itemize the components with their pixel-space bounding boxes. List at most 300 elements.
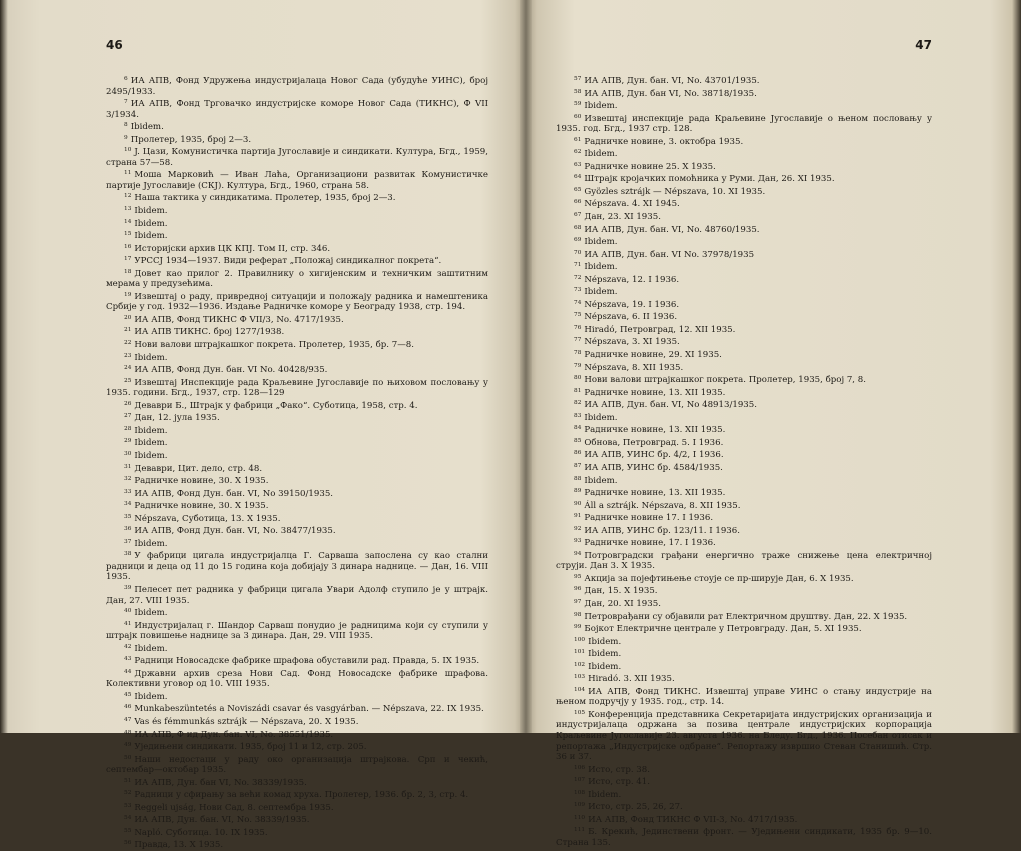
footnote-text: Népszava, 3. XI 1935. [584, 337, 680, 348]
footnote [106, 524, 488, 537]
footnote-number: 103 [574, 674, 586, 681]
footnote-number: 64 [574, 174, 582, 181]
right-page [556, 40, 932, 848]
footnote-text: Ibidem. [584, 237, 618, 248]
footnote [556, 610, 932, 623]
footnote-number: 78 [574, 350, 582, 357]
footnote [106, 728, 488, 741]
footnote-number: 20 [124, 314, 132, 321]
footnote-number: 45 [124, 691, 132, 698]
footnote-text: Ibidem. [584, 101, 618, 112]
footnote [556, 260, 932, 273]
footnote-number: 73 [574, 287, 582, 294]
footnote [106, 642, 488, 655]
footnote-text: Пролетер, 1935, број 2—3. [130, 134, 252, 145]
footnote-text: УРССЈ 1934—1937. Види реферат „Положај синдикалног покрета“. [134, 256, 442, 267]
footnote-text: Радничке новине 17. I 1936. [584, 513, 714, 524]
footnote-number: 84 [574, 425, 582, 432]
footnote [556, 423, 932, 436]
page-number: 46 [106, 38, 123, 52]
footnote [556, 185, 932, 198]
footnote [556, 160, 932, 173]
footnote [106, 145, 488, 168]
footnote-number: 51 [124, 777, 132, 784]
footnote-number: 74 [574, 299, 582, 306]
footnote-text: ИА АПВ, Фонд Удружења индустријалаца Новог Сада (убудуће УИНС), број 2495/1933. [106, 76, 488, 97]
footnote-text: Извештај о раду, привредној ситуацији и положају радника и намештеника Србије у год. 1932—1936. Издање Радничке коморе у Београду 1938, стр. 194. [106, 291, 488, 313]
footnote-text: У фабрици цигала индустријалца Г. Сарваша запослена су као стални радници и деца од 11 до 15 година која добијају 3 динара наднице. — Дан, 16. VIII 1935. [106, 551, 488, 583]
footnote-number: 29 [124, 438, 132, 445]
footnote-number: 35 [124, 513, 132, 520]
footnote-text: ИА АПВ, УИНС бр. 123/11. I 1936. [584, 525, 740, 536]
footnote [106, 74, 488, 97]
footnote [556, 323, 932, 336]
footnote-text: Ibidem. [134, 608, 168, 619]
footnote [556, 622, 932, 635]
footnote-number: 106 [574, 764, 586, 771]
footnote-text: Ibidem. [584, 262, 618, 273]
footnote-text: Радничке новине 25. X 1935. [584, 161, 716, 172]
footnote-text: Моша Марковић — Иван Лаћа, Организациони развитак Комунистичке партије Југославије (СКЈ). Култура, Бгд., 1960, страна 58. [106, 170, 488, 191]
left-page [106, 40, 488, 851]
footnote-text: Индустријалац г. Шандор Сарваш понудио је радницима који су ступили у штрајк повишење наднице за 3 динара. Дан, 29. VIII 1935. [106, 620, 488, 642]
footnote-number: 87 [574, 462, 582, 469]
footnote [106, 462, 488, 475]
footnote [106, 740, 488, 753]
footnote [106, 399, 488, 412]
footnote [106, 242, 488, 255]
footnote-text: Радници Новосадске фабрике шрафова обуставили рад. Правда, 5. IX 1935. [134, 656, 480, 667]
footnote [556, 800, 932, 813]
footnote [556, 647, 932, 660]
footnote [106, 702, 488, 715]
footnote-number: 23 [124, 352, 132, 359]
footnote-text: Нови валови штрајкашког покрета. Пролетер, 1935, број 7, 8. [584, 375, 866, 386]
footnote [106, 606, 488, 619]
footnote-number: 22 [124, 340, 132, 347]
footnote [556, 273, 932, 286]
footnote-number: 92 [574, 525, 582, 532]
footnote-number: 46 [124, 704, 132, 711]
footnote [106, 290, 488, 313]
footnote-number: 105 [574, 709, 586, 716]
footnote [106, 619, 488, 642]
footnote-number: 10 [124, 147, 132, 154]
footnote [106, 776, 488, 789]
footnote-number: 41 [124, 620, 132, 627]
footnote-number: 14 [124, 218, 132, 225]
footnote [556, 536, 932, 549]
footnote-number: 104 [574, 686, 586, 693]
footnote-number: 99 [574, 624, 582, 631]
footnote-text: Népszava, 6. II 1936. [584, 312, 678, 323]
footnote-number: 102 [574, 661, 586, 668]
footnote [556, 572, 932, 585]
footnote [556, 825, 932, 848]
footnote [556, 112, 932, 135]
footnote-text: Дан, 15. X 1935. [584, 586, 658, 597]
footnote [556, 511, 932, 524]
footnote [106, 254, 488, 267]
footnote [556, 660, 932, 673]
book-spine [520, 0, 532, 733]
footnote-number: 58 [574, 88, 582, 95]
footnote-text: Обнова, Петровград. 5. I 1936. [584, 437, 724, 448]
footnote [556, 549, 932, 572]
footnote [556, 474, 932, 487]
footnote [106, 654, 488, 667]
footnote-number: 67 [574, 212, 582, 219]
footnote-number: 95 [574, 573, 582, 580]
footnote-number: 107 [574, 777, 586, 784]
footnote [556, 597, 932, 610]
footnote-number: 82 [574, 400, 582, 407]
footnote-number: 24 [124, 365, 132, 372]
footnote [106, 499, 488, 512]
footnote-text: ИА АПВ, Фонд Трговачко индустријске коморе Новог Сада (ТИКНС), Ф VII 3/1934. [106, 99, 488, 120]
footnote-text: ИА АПВ, Фонд Дун. бан. VI, No. 38477/1935. [134, 526, 336, 537]
footnote-text: Ibidem. [584, 287, 618, 298]
footnote-number: 18 [124, 268, 132, 275]
footnote-text: Наши недостаци у раду око организација штрајкова. Срп и чекић, септембар—октобар 1935. [106, 754, 488, 776]
footnote-number: 85 [574, 437, 582, 444]
footnote-number: 96 [574, 586, 582, 593]
footnote-text: Државни архив среза Нови Сад. Фонд Новосадске фабрике шрафова. Колективни уговор од 10. VIII 1935. [106, 668, 488, 690]
footnote-number: 42 [124, 643, 132, 650]
footnote [106, 338, 488, 351]
footnote-text: ИА АПВ, Фонд ТИКНС Ф VII/3, No. 4717/1935. [134, 314, 344, 325]
footnote-number: 90 [574, 500, 582, 507]
footnote [556, 813, 932, 826]
footnote-number: 79 [574, 362, 582, 369]
footnote-text: Радничке новине, 29. XI 1935. [584, 350, 722, 361]
footnote [556, 635, 932, 648]
footnote-number: 8 [124, 122, 128, 129]
footnote [556, 235, 932, 248]
footnote-text: ИА АПВ, Ф ид Дун. бан. VI, No. 38551/1935. [134, 729, 334, 740]
footnote [106, 229, 488, 242]
footnote [556, 411, 932, 424]
footnote [106, 351, 488, 364]
footnote [556, 763, 932, 776]
footnote-number: 19 [124, 291, 132, 298]
footnote [556, 298, 932, 311]
footnote-text: Ibidem. [134, 643, 168, 654]
footnote-text: Конференција представника Секретаријата индустријских организација и индустријалаца одржана за позива централе индустријских корпорација Краљевине Југославије 23. августа 1936. на Бледу. Бгд., 1936. Посебан отисак и репортажа „Индустријске одбране“. Репортажу извршио Стеван Станишић. Стр. 36 и 37. [556, 709, 932, 763]
footnote-text: Правда, 13. X 1935. [134, 840, 224, 851]
footnote-number: 54 [124, 815, 132, 822]
footnote [106, 753, 488, 776]
footnote-number: 21 [124, 327, 132, 334]
footnote-text: Б. Крекић, Јединствени фронт. — Уједињени синдикати, 1935 бр. 9—10. Страна 135. [556, 827, 932, 848]
footnote-number: 11 [124, 170, 132, 177]
footnote-text: Радничке новине, 30. X 1935. [134, 501, 269, 512]
footnote-text: Штрајк кројачких помоћника у Руми. Дан, 26. XI 1935. [584, 174, 835, 185]
footnote [106, 715, 488, 728]
footnote-number: 75 [574, 312, 582, 319]
footnote [556, 361, 932, 374]
footnote-number: 44 [124, 668, 132, 675]
footnote-number: 94 [574, 550, 582, 557]
footnote [556, 210, 932, 223]
footnote-number: 72 [574, 274, 582, 281]
footnote [106, 217, 488, 230]
footnote [106, 449, 488, 462]
footnote-number: 108 [574, 789, 586, 796]
footnote [556, 775, 932, 788]
footnote-number: 13 [124, 206, 132, 213]
footnote-text: Ibidem. [134, 425, 168, 436]
footnote-text: Радници у сфирању за већи комад хруха. Пролетер, 1936. бр. 2, 3, стр. 4. [134, 790, 469, 801]
footnote-text: Петроврађани су објавили рат Електричном друштву. Дан, 22. X 1935. [584, 611, 908, 622]
footnote-text: ИА АПВ, УИНС бр. 4584/1935. [584, 462, 723, 473]
footnote-text: Наша тактика у синдикатима. Пролетер, 1935, број 2—3. [134, 193, 396, 204]
footnote-text: Vas és fémmunkás sztrájk — Népszava, 20. X 1935. [134, 716, 359, 727]
footnote [556, 223, 932, 236]
footnote-number: 33 [124, 488, 132, 495]
footnote-number: 98 [574, 611, 582, 618]
footnote-number: 71 [574, 262, 582, 269]
footnote-text: Бојкот Електричне централе у Петровграду. Дан, 5. XI 1935. [584, 624, 862, 635]
footnote [556, 708, 932, 763]
footnote [106, 133, 488, 146]
footnote [106, 120, 488, 133]
footnote-text: Népszava. 4. XI 1945. [584, 199, 680, 210]
footnote-number: 28 [124, 425, 132, 432]
footnote-text: Ibidem. [134, 450, 168, 461]
footnote-text: Ibidem. [134, 538, 168, 549]
footnote-number: 17 [124, 256, 132, 263]
footnote-number: 57 [574, 76, 582, 82]
footnote [556, 398, 932, 411]
footnote-text: Munkabeszüntetés a Noviszádi csavar és vasgyárban. — Népszava, 22. IX 1935. [134, 704, 484, 715]
footnote-text: Népszava, 19. I 1936. [584, 299, 680, 310]
footnote [556, 172, 932, 185]
footnote-text: Ibidem. [134, 691, 168, 702]
footnote-number: 9 [124, 134, 128, 141]
footnote [556, 584, 932, 597]
footnote [106, 690, 488, 703]
footnote-number: 40 [124, 608, 132, 615]
footnote-number: 43 [124, 656, 132, 663]
footnote-text: Ibidem. [134, 218, 168, 229]
footnote-list [556, 74, 932, 848]
footnote-text: Радничке новине, 13. XII 1935. [584, 488, 726, 499]
footnote [106, 537, 488, 550]
footnote-number: 83 [574, 412, 582, 419]
footnote [106, 191, 488, 204]
footnote-number: 111 [574, 827, 586, 834]
footnote-text: ИА АПВ, Дун. бан VI, No. 38718/1935. [584, 88, 757, 99]
footnote-text: ИА АПВ, Фонд Дун. бан. VI, No 39150/1935. [134, 488, 334, 499]
footnote-number: 100 [574, 636, 586, 643]
footnote-text: Ibidem. [134, 231, 168, 242]
footnote [106, 411, 488, 424]
footnote-number: 12 [124, 193, 132, 200]
footnote [556, 135, 932, 148]
footnote [106, 376, 488, 399]
footnote [556, 524, 932, 537]
footnote [106, 168, 488, 191]
footnote [106, 583, 488, 606]
footnote [556, 99, 932, 112]
footnote-text: ИА АПВ, Дун. бан. VI, No. 48760/1935. [584, 224, 760, 235]
footnote-text: ИА АПВ ТИКНС. број 1277/1938. [134, 327, 285, 338]
footnote-number: 30 [124, 450, 132, 457]
footnote-number: 93 [574, 538, 582, 545]
footnote-number: 25 [124, 377, 132, 384]
footnote [556, 310, 932, 323]
footnote-number: 69 [574, 237, 582, 244]
footnote-text: Ibidem. [588, 661, 622, 672]
footnote [556, 499, 932, 512]
footnote-number: 32 [124, 476, 132, 483]
footnote [106, 424, 488, 437]
footnote-number: 50 [124, 754, 132, 761]
footnote-text: Историјски архив ЦК КПЈ. Том II, стр. 346. [134, 243, 331, 254]
footnote-text: Ibidem. [588, 649, 622, 660]
footnote-number: 6 [124, 76, 128, 82]
footnote [556, 348, 932, 361]
footnote-text: Ibidem. [130, 122, 164, 133]
footnote-text: Радничке новине, 13. XII 1935. [584, 387, 726, 398]
footnote-text: ИА АПВ, Дун. бан. VI No. 37978/1935 [584, 249, 755, 260]
footnote-number: 110 [574, 814, 586, 821]
footnote-text: Дан, 23. XI 1935. [584, 212, 661, 223]
footnote [556, 685, 932, 708]
footnote [106, 474, 488, 487]
footnote [106, 204, 488, 217]
footnote [556, 788, 932, 801]
footnote-number: 56 [124, 840, 132, 847]
footnote-number: 53 [124, 802, 132, 809]
footnote-number: 60 [574, 113, 582, 120]
footnote-text: Népszava, 12. I 1936. [584, 274, 680, 285]
footnote-number: 7 [124, 99, 128, 106]
footnote-text: ИА АПВ, Дун. бан. VI, No. 43701/1935. [584, 76, 760, 86]
footnote-number: 55 [124, 827, 132, 834]
footnote-text: Довет као прилог 2. Правилнику о хигијенским и техничким заштитним мерама у предузећима. [106, 268, 488, 290]
footnote [106, 826, 488, 839]
footnote [556, 147, 932, 160]
footnote-text: Деваври, Цит. дело, стр. 48. [134, 463, 263, 474]
footnote-number: 36 [124, 526, 132, 533]
footnote [106, 667, 488, 690]
footnote-text: Исто, стр. 25, 26, 27. [588, 802, 683, 813]
footnote-text: Ibidem. [584, 412, 618, 423]
footnote-text: Извештај инспекције рада Краљевине Југославије о њеном пословању у 1935. год. Бгд., 1937 стр. 128. [556, 113, 932, 135]
footnote-number: 80 [574, 375, 582, 382]
footnote [106, 487, 488, 500]
footnote-text: Потровградски грађани енергично траже снижење цена електричној струји. Дан 3. X 1935. [556, 550, 932, 572]
footnote-number: 59 [574, 101, 582, 108]
footnote-number: 37 [124, 538, 132, 545]
footnote-text: ИА АПВ, Дун. бан. VI, No. 38339/1935. [134, 815, 310, 826]
footnote-number: 47 [124, 716, 132, 723]
footnote-text: Пелесет пет радника у фабрици цигала Увари Адолф ступило је у штрајк. Дан, 27. VIII 1935. [106, 584, 488, 606]
footnote-number: 26 [124, 400, 132, 407]
footnote-text: J. Цази, Комунистичка партија Југославије и синдикати. Култура, Бгд., 1959, страна 57—58. [106, 147, 488, 168]
footnote [556, 335, 932, 348]
footnote-number: 86 [574, 450, 582, 457]
footnote [556, 436, 932, 449]
footnote-number: 97 [574, 598, 582, 605]
footnote-text: Ibidem. [134, 352, 168, 363]
footnote-text: Ibidem. [588, 636, 622, 647]
footnote [106, 801, 488, 814]
footnote [556, 248, 932, 261]
footnote [106, 838, 488, 851]
footnote [556, 386, 932, 399]
footnote [106, 325, 488, 338]
footnote-text: Ibidem. [584, 149, 618, 160]
footnote-text: Дан, 12. јула 1935. [134, 413, 220, 424]
footnote-list [106, 74, 488, 851]
footnote-text: Népszava, Суботица, 13. X 1935. [134, 513, 281, 524]
footnote-text: ИА АПВ, Дун. бан VI, No. 38339/1935. [134, 777, 307, 788]
footnote-number: 62 [574, 149, 582, 156]
footnote-text: Hiradó. 3. XII 1935. [588, 674, 675, 685]
footnote-number: 27 [124, 413, 132, 420]
footnote-number: 109 [574, 802, 586, 809]
footnote-text: Ibidem. [588, 789, 622, 800]
footnote [556, 87, 932, 100]
footnote-text: Reggeli ujság, Нови Сад, 8. септембра 1935. [134, 802, 334, 813]
footnote-text: Исто, стр. 41. [588, 777, 650, 788]
footnote-text: Радничке новине, 30. X 1935. [134, 476, 269, 487]
footnote-number: 52 [124, 790, 132, 797]
footnote-text: ИА АПВ, Дун. бан. VI, No 48913/1935. [584, 400, 757, 411]
footnote-text: ИА АПВ, Фонд ТИКНС. Извештај управе УИНС о стању индустрије на њеном подручју у 1935. год., стр. 14. [556, 686, 932, 708]
footnote [106, 788, 488, 801]
footnote-number: 48 [124, 729, 132, 736]
footnote-text: Исто, стр. 38. [588, 764, 650, 775]
footnote-number: 38 [124, 551, 132, 558]
footnote [556, 74, 932, 87]
footnote-text: Дан, 20. XI 1935. [584, 598, 661, 609]
footnote-number: 31 [124, 463, 132, 470]
footnote-text: Napló. Суботица. 10. IX 1935. [134, 827, 268, 838]
footnote [106, 363, 488, 376]
footnote [556, 373, 932, 386]
footnote-text: Радничке новине, 3. октобра 1935. [584, 136, 744, 147]
footnote [556, 285, 932, 298]
footnote-number: 70 [574, 249, 582, 256]
page-number: 47 [915, 38, 932, 52]
footnote-text: ИА АПВ, УИНС бр. 4/2, I 1936. [584, 450, 724, 461]
footnote [106, 813, 488, 826]
footnote [556, 448, 932, 461]
footnote-number: 15 [124, 231, 132, 238]
footnote-text: Извештај Инспекције рада Краљевине Југославије по њиховом пословању у 1935. години. Бгд., 1937, стр. 128—129 [106, 377, 488, 399]
footnote-number: 77 [574, 337, 582, 344]
footnote-text: Ibidem. [134, 206, 168, 217]
footnote [556, 672, 932, 685]
footnote-number: 63 [574, 161, 582, 168]
footnote-text: Ibidem. [584, 475, 618, 486]
footnote-number: 16 [124, 243, 132, 250]
footnote-number: 66 [574, 199, 582, 206]
footnote-text: Népszava, 8. XII 1935. [584, 362, 684, 373]
footnote-number: 68 [574, 224, 582, 231]
footnote [106, 97, 488, 120]
footnote-number: 76 [574, 324, 582, 331]
footnote [106, 512, 488, 525]
footnote-number: 101 [574, 649, 586, 656]
footnote-text: ИА АПВ, Фонд Дун. бан. VI No. 40428/935. [134, 365, 328, 376]
footnote [106, 313, 488, 326]
footnote-text: ИА АПВ, Фонд ТИКНС Ф VII-3, No. 4717/1935. [588, 814, 798, 825]
